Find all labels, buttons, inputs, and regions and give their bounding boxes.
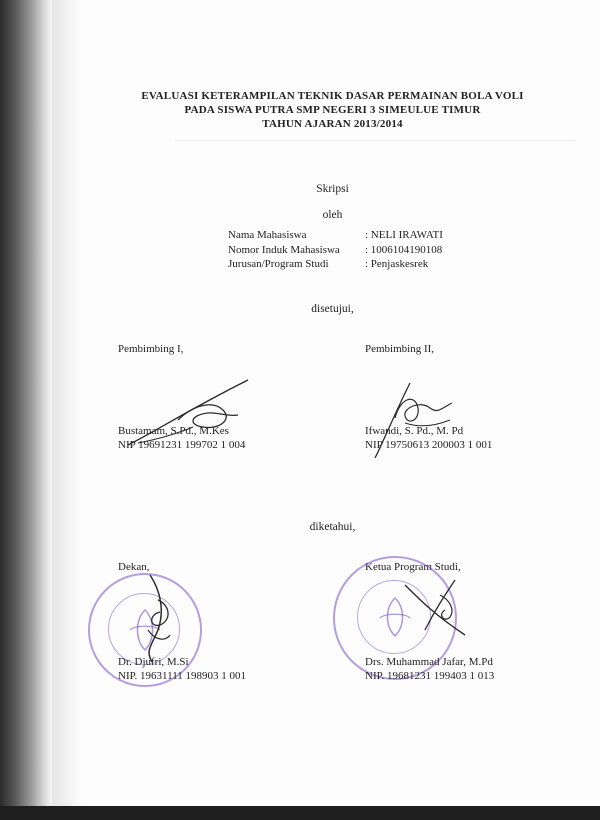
- by-label: oleh: [322, 209, 343, 221]
- dean-signature: [130, 570, 190, 670]
- supervisor2-nip: NIP 19750613 200003 1 001: [365, 439, 493, 451]
- supervisor1-role: Pembimbing I,: [118, 343, 184, 355]
- head-name: Drs. Muhammad Jafar, M.Pd: [365, 656, 493, 668]
- scan-bottom-edge: [0, 806, 600, 820]
- student-name-row: [228, 228, 443, 243]
- info-value: : 1006104190108: [365, 243, 443, 256]
- head-role: Ketua Program Studi,: [365, 561, 461, 573]
- known-label: diketahui,: [309, 521, 356, 533]
- head-signature: [395, 575, 475, 645]
- title-line-2: PADA SISWA PUTRA SMP NEGERI 3 SIMEULUE TIMUR: [184, 104, 481, 116]
- dean-nip: NIP. 19631111 198903 1 001: [118, 670, 247, 682]
- approved-label: disetujui,: [311, 303, 354, 315]
- title-line-1: EVALUASI KETERAMPILAN TEKNIK DASAR PERMAINAN BOLA VOLI: [141, 90, 524, 102]
- title-line-3: TAHUN AJARAN 2013/2014: [262, 118, 403, 130]
- study-program-row: [228, 257, 443, 272]
- book-binding-shadow: [0, 0, 52, 820]
- supervisor1-nip: NIP 19691231 199702 1 004: [118, 439, 246, 451]
- info-value: : NELI IRAWATI: [365, 229, 443, 241]
- info-label: Jurusan/Program Studi: [228, 258, 329, 270]
- supervisor2-name: Ifwandi, S. Pd., M. Pd: [365, 425, 464, 437]
- student-info: [228, 228, 443, 272]
- dean-role: Dekan,: [118, 561, 150, 573]
- head-nip: NIP. 19681231 199403 1 013: [365, 670, 495, 682]
- thesis-title: [60, 89, 600, 131]
- info-label: Nomor Induk Mahasiswa: [228, 243, 340, 256]
- supervisor2-role: Pembimbing II,: [365, 343, 435, 355]
- student-id-row: [228, 243, 443, 258]
- document-type: Skripsi: [316, 183, 349, 195]
- dean-name: Dr. Djufri, M.Si: [118, 656, 189, 668]
- info-label: Nama Mahasiswa: [228, 229, 307, 241]
- supervisor1-name: Bustamam, S.Pd., M.Kes: [118, 425, 229, 437]
- info-value: : Penjaskesrek: [365, 258, 429, 270]
